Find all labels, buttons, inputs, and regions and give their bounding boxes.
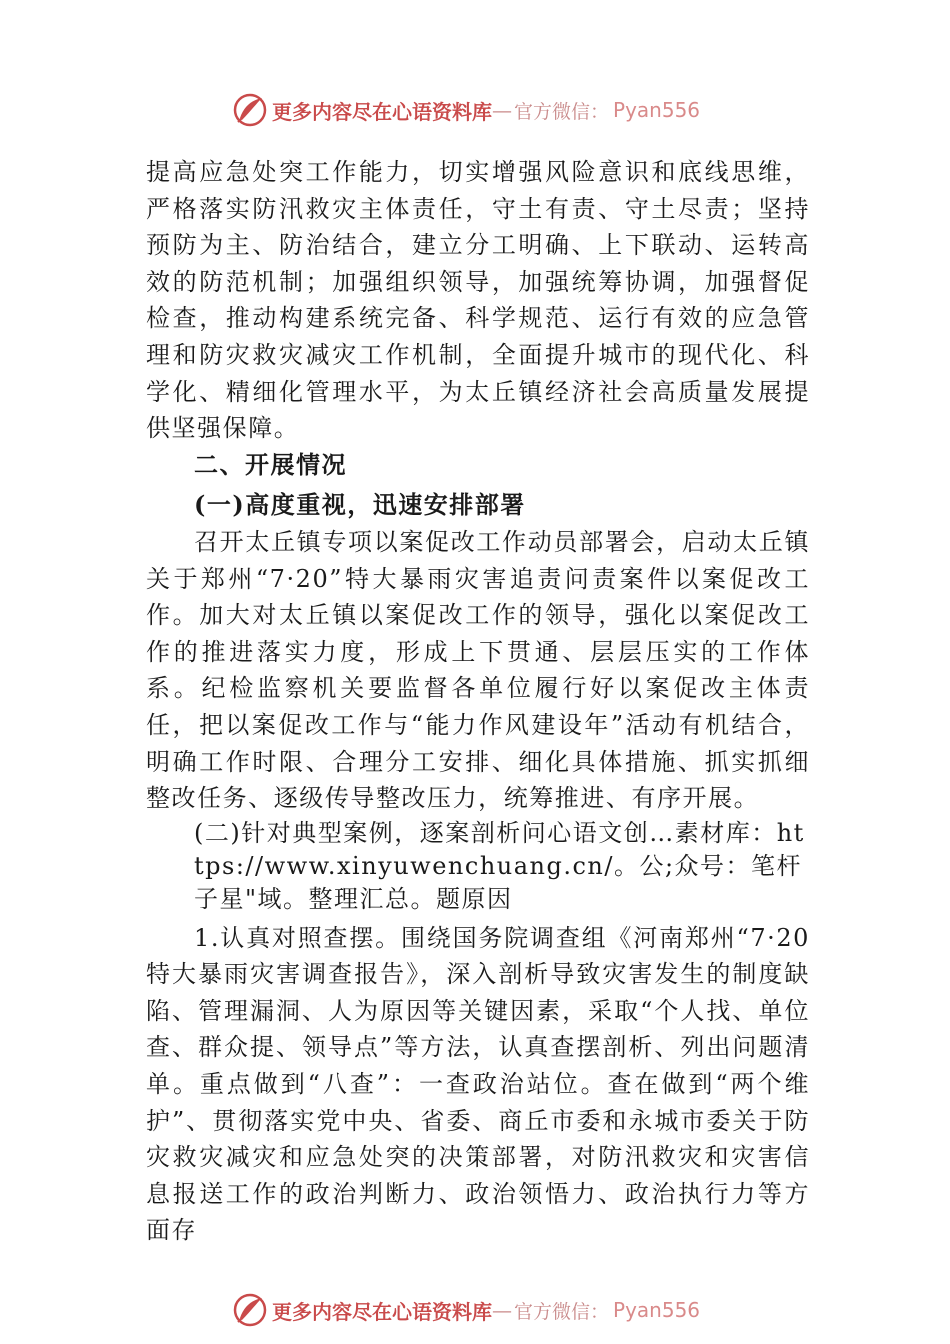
banner-separator: — [492, 1298, 512, 1322]
paragraph-self-check: 1.认真对照查摆。围绕国务院调查组《河南郑州“7·20特大暴雨灾害调查报告》，深入剖析导致灾害发生的制度缺陷、管理漏洞、人为原因等关键因素，采取“个人找、单位查、群众提、领导点”等方法，认真查摆剖析、列出问题清单。重点做到“八查”：一查政治站位。查在做到“两个维护”、贯彻落实党中央、省委、商丘市委和永城市委关于防灾救灾减灾和应急处突的决策部署，对防汛救灾和灾害信息报送工作的政治判断力、政治领悟力、政治执行力等方面存 [146, 923, 810, 1245]
banner-wechat-label: 官方微信： [514, 1300, 610, 1323]
paragraph-goals: 提高应急处突工作能力，切实增强风险意识和底线思维，严格落实防汛救灾主体责任，守土有责、守土尽责；坚持预防为主、防治结合，建立分工明确、上下联动、运转高效的防范机制；加强组织领导，加强统筹协调，加强督促检查，推动构建系统完备、科学规范、运行有效的应急管理和防灾救灾减灾工作机制，全面提升城市的现代化、科学化、精细化管理水平，为太丘镇经济社会高质量发展提供坚强保障。 [146, 158, 810, 443]
banner-slogan: 更多内容尽在心语资料库 [272, 99, 492, 124]
banner-slogan: 更多内容尽在心语资料库 [272, 1299, 492, 1324]
banner-separator: — [492, 98, 512, 122]
banner-wechat-label: 官方微信： [514, 100, 610, 123]
banner-wechat-id: Pyan556 [613, 98, 701, 122]
document-body [146, 154, 810, 1249]
subsection-heading-1: (一)高度重视，迅速安排部署 [194, 490, 526, 520]
pen-seal-logo-icon [232, 1292, 268, 1328]
subsection-heading-2: (二)针对典型案例，逐案剖析问心语文创…素材库：https://www.xinyuwenchuang.cn/。公;众号：笔杆子星"域。整理汇总。题原因 [194, 818, 805, 913]
paragraph-deployment: 召开太丘镇专项以案促改工作动员部署会，启动太丘镇关于郑州“7·20”特大暴雨灾害追责问责案件以案促改工作。加大对太丘镇以案促改工作的领导，强化以案促改工作的推进落实力度，形成上下贯通、层层压实的工作体系。纪检监察机关要监督各单位履行好以案促改主体责任，把以案促改工作与“能力作风建设年”活动有机结合，明确工作时限、合理分工安排、细化具体措施、抓实抓细整改任务、逐级传导整改压力，统筹推进、有序开展。 [146, 527, 810, 813]
footer-banner [232, 1290, 752, 1330]
header-banner [232, 90, 752, 130]
section-heading-progress: 二、开展情况 [194, 450, 347, 479]
pen-seal-logo-icon [232, 92, 268, 128]
banner-wechat-id: Pyan556 [613, 1298, 701, 1322]
